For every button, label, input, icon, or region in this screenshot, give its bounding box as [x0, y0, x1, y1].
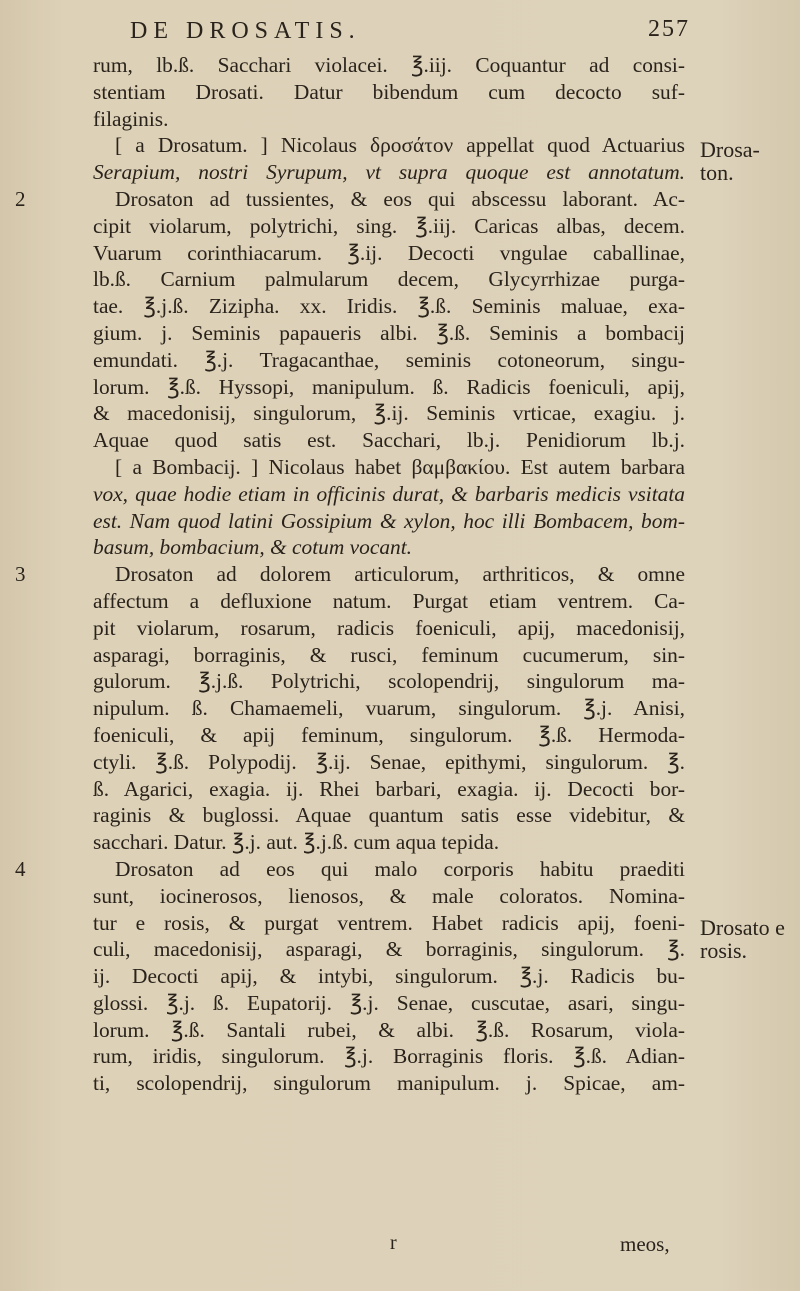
line-text: filaginis.: [93, 106, 169, 131]
text-line: [15, 186, 685, 213]
line-text: asparagi, borraginis, & rusci, feminum cucumerum, sin-: [93, 642, 685, 667]
line-text: Drosaton ad dolorem articulorum, arthriticos, & omne: [115, 562, 685, 587]
text-line: [93, 79, 685, 106]
text-line: [93, 400, 685, 427]
line-text: ß. Agarici, exagia. ij. Rhei barbari, exagia. ij. Decocti bor-: [93, 776, 685, 801]
text-line: [93, 776, 685, 803]
text-line: [93, 481, 685, 508]
text-line: [93, 722, 685, 749]
text-line: [15, 561, 685, 588]
line-text: tae. ℥.j.ß. Zizipha. xx. Iridis. ℥.ß. Seminis maluae, exa-: [93, 294, 685, 319]
paragraph-number: 3: [15, 562, 26, 587]
text-line: [93, 990, 685, 1017]
line-text: Drosaton ad eos qui malo corporis habitu praediti: [115, 856, 685, 881]
text-line: [93, 106, 685, 133]
text-line: [93, 910, 685, 937]
running-head: [130, 14, 690, 50]
margin-note: Drosa- ton.: [700, 137, 760, 186]
line-text: cipit violarum, polytrichi, sing. ℥.iij. Caricas albas, decem.: [93, 213, 685, 238]
line-text: pit violarum, rosarum, radicis foeniculi, apij, macedonisij,: [93, 615, 685, 640]
line-text: affectum a defluxione natum. Purgat etiam ventrem. Ca-: [93, 588, 685, 613]
text-line: [93, 749, 685, 776]
text-line: [93, 883, 685, 910]
text-line: [93, 132, 685, 159]
running-title: DE DROSATIS.: [130, 18, 361, 44]
line-text: Serapium, nostri Syrupum, vt supra quoque est annotatum.: [93, 160, 685, 185]
line-text: foeniculi, & apij feminum, singulorum. ℥.ß. Hermoda-: [93, 722, 685, 747]
line-text: raginis & buglossi. Aquae quantum satis esse videbitur, &: [93, 803, 685, 828]
line-text: ti, scolopendrij, singulorum manipulum. j. Spicae, am-: [93, 1071, 685, 1096]
text-line: [93, 52, 685, 79]
line-text: basum, bombacium, & cotum vocant.: [93, 535, 413, 560]
line-text: tur e rosis, & purgat ventrem. Habet radicis apij, foeni-: [93, 910, 685, 935]
text-line: [93, 936, 685, 963]
text-line: [93, 454, 685, 481]
text-line: [93, 1070, 685, 1097]
text-line: [93, 695, 685, 722]
signature-mark: r: [390, 1232, 397, 1254]
line-text: [ a Drosatum. ] Nicolaus δροσάτον appellat quod Actuarius: [115, 133, 685, 158]
text-line: [93, 588, 685, 615]
line-text: lb.ß. Carnium palmularum decem, Glycyrrhizae purga-: [93, 267, 685, 292]
text-line: [93, 963, 685, 990]
text-line: [93, 374, 685, 401]
text-line: [93, 427, 685, 454]
text-line: [93, 1017, 685, 1044]
margin-note: Drosato e rosis.: [700, 914, 785, 963]
paragraph-number: 4: [15, 856, 26, 881]
text-line: [93, 534, 685, 561]
line-text: nipulum. ß. Chamaemeli, vuarum, singulorum. ℥.j. Anisi,: [93, 696, 685, 721]
line-text: [ a Bombacij. ] Nicolaus habet βαμβακίου. Est autem barbara: [115, 454, 685, 479]
text-body: [15, 52, 685, 1097]
line-text: rum, lb.ß. Sacchari violacei. ℥.iij. Coquantur ad consi-: [93, 53, 685, 77]
line-text: & macedonisij, singulorum, ℥.ij. Seminis vrticae, exagiu. j.: [93, 401, 685, 426]
line-text: gulorum. ℥.j.ß. Polytrichi, scolopendrij, singulorum ma-: [93, 669, 685, 694]
catchword: meos,: [620, 1232, 670, 1256]
line-text: glossi. ℥.j. ß. Eupatorij. ℥.j. Senae, cuscutae, asari, singu-: [93, 990, 685, 1015]
line-text: vox, quae hodie etiam in officinis durat, & barbaris medicis vsitata: [93, 481, 685, 506]
line-text: culi, macedonisij, asparagi, & borraginis, singulorum. ℥.: [93, 937, 685, 962]
line-text: ctyli. ℥.ß. Polypodij. ℥.ij. Senae, epithymi, singulorum. ℥.: [93, 749, 685, 774]
line-text: Drosaton ad tussientes, & eos qui abscessu laborant. Ac-: [115, 186, 685, 211]
line-text: sacchari. Datur. ℥.j. aut. ℥.j.ß. cum aqua tepida.: [93, 830, 500, 855]
line-text: lorum. ℥.ß. Hyssopi, manipulum. ß. Radicis foeniculi, apij,: [93, 374, 685, 399]
line-text: Vuarum corinthiacarum. ℥.ij. Decocti vngulae caballinae,: [93, 240, 685, 265]
text-line: [93, 615, 685, 642]
line-text: Aquae quod satis est. Sacchari, lb.j. Penidiorum lb.j.: [93, 428, 685, 453]
line-text: stentiam Drosati. Datur bibendum cum decocto suf-: [93, 79, 685, 104]
line-text: rum, iridis, singulorum. ℥.j. Borraginis floris. ℥.ß. Adian-: [93, 1044, 685, 1069]
text-line: [93, 829, 685, 856]
text-line: [93, 347, 685, 374]
text-line: [93, 266, 685, 293]
line-text: sunt, iocinerosos, lienosos, & male coloratos. Nomina-: [93, 883, 685, 908]
text-line: [93, 508, 685, 535]
line-text: ij. Decocti apij, & intybi, singulorum. ℥.j. Radicis bu-: [93, 964, 685, 989]
paragraph-number: 2: [15, 186, 26, 211]
text-line: [93, 320, 685, 347]
text-line: [93, 668, 685, 695]
text-line: [93, 642, 685, 669]
line-text: est. Nam quod latini Gossipium & xylon, hoc illi Bombacem, bom-: [93, 508, 685, 533]
line-text: emundati. ℥.j. Tragacanthae, seminis cotoneorum, singu-: [93, 347, 685, 372]
line-text: gium. j. Seminis papaueris albi. ℥.ß. Seminis a bombacij: [93, 320, 685, 345]
text-line: [15, 856, 685, 883]
text-line: [93, 802, 685, 829]
line-text: lorum. ℥.ß. Santali rubei, & albi. ℥.ß. Rosarum, viola-: [93, 1017, 685, 1042]
text-line: [93, 293, 685, 320]
text-line: [93, 213, 685, 240]
page-number: 257: [648, 16, 690, 42]
text-line: [93, 159, 685, 186]
text-line: [93, 1043, 685, 1070]
text-line: [93, 240, 685, 267]
